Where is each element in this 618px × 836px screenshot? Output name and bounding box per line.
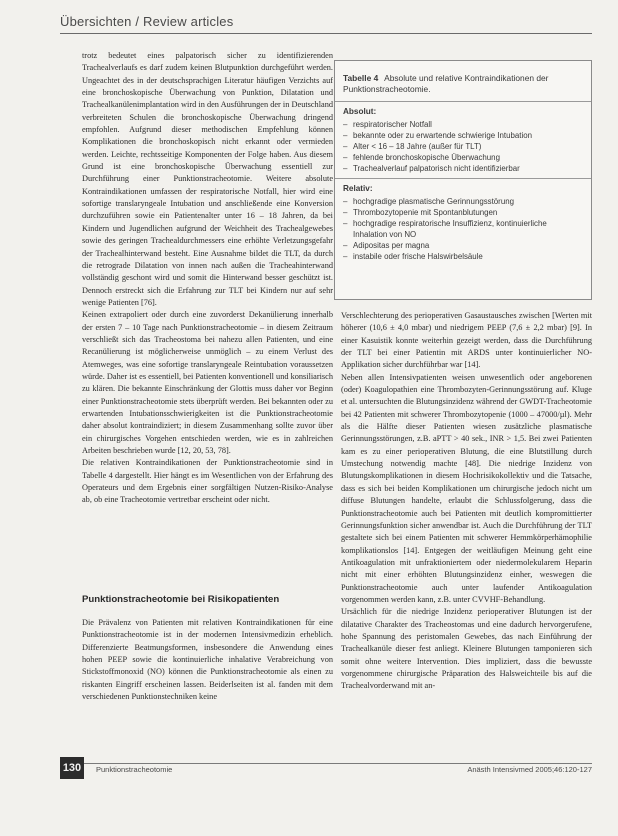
- list-item: – hochgradige plasmatische Gerinnungsstörung: [343, 197, 514, 206]
- absolute-list: [343, 119, 583, 174]
- list-item: – fehlende bronchoskopische Überwachung: [343, 153, 500, 162]
- table-caption: Absolute und relative Kontraindikationen der Punktionstracheotomie.: [343, 73, 549, 94]
- list-item: – Alter < 16 – 18 Jahre (außer für TLT): [343, 142, 482, 151]
- page-number: 130: [60, 757, 84, 779]
- table-title: [343, 73, 579, 95]
- list-item: – hochgradige respiratorische Insuffizienz, kontinuierliche Inhalation von NO: [343, 219, 547, 239]
- relative-label: Relativ:: [343, 184, 373, 193]
- list-item: – respiratorischer Notfall: [343, 120, 432, 129]
- footer-citation: Anästh Intensivmed 2005;46:120-127: [467, 765, 592, 774]
- paragraph: trotz bedeutet eines palpatorisch sicher zu identifizierenden Trachealverlaufs es darf zudem keinen Blutpunktion durchgeführt werden. Ungeachtet des in der deutschsprachigen Literatur häufigen Verzichts auf eine bronchoskopische Überwachung von Punktion, Dilatation und Trachealkanülenimplantation wird in den Ausführungen der in Deutschland verbreiteten Schulen die bronchoskopische Überwachung dringend empfohlen. Aufgrund dieser methodischen Empfehlung können Komplikationen die bronchoskopisch nicht erkannt oder vermieden werden. Leichte, rechtsseitige Komponenten der Folge haben. Aus diesem Grund ist eine bronchoskopische Überwachung essentiell zur Durchführung einer Punktionstracheotomie. Weitere absolute Kontraindikationen umfassen der respiratorische Notfall, hier wird eine sofortige translaryngeale Intubation und anschließende eine Konversion durchzuführen sowie ein Patientenalter unter 16 – 18 Jahren, da bei Kindern und Jugendlichen aufgrund der Weichheit des Trachealgewebes sowie des geringen Trachealdurchmessers eine erhöhte Verletzungsgefahr der Trachealhinterwand besteht. Eine Ausnahme bildet die TLT, da durch die retrograde Dilatation von innen nach außen die Tracheahinterwand vollständig geschont wird und somit die Hinterwand besser geschützt ist. Dennoch erstreckt sich die Erfahrung zur TLT bei Kindern nur auf sehr wenige Patienten [76].: [82, 51, 333, 307]
- table-rule: [335, 178, 591, 179]
- table-4-box: [334, 60, 592, 300]
- paragraph: Keinen extrapoliert oder durch eine zuvorderst Dekanülierung innerhalb der ersten 7 – 10 Tage nach Punktionstracheotomie – in diesem Zeitraum verschließt sich das Tracheostoma bei nahezu allen Patienten, und eine Recanülierung ist möglicherweise unmöglich – zu einem Verlust des Atemweges, was eine sofortige translaryngeale Reintubation voraussetzen würde. Daher ist es essentiell, bei Patienten konventionell und konsiliarisch zu klären. Die bekannte Einschränkung der Glottis muss daher vor Beginn einer Punktionstracheotomie stets überprüft werden. Bei bekannten oder zu erwartenden Intubationsschwierigkeiten ist die Punktionstracheotomie daher absolut kontraindiziert; in diesem Zusammenhang sollte zuvor über ein chirurgisches Vorgehen entschieden werden, wie es in zahlreichen Arbeiten beschrieben wurde [12, 20, 53, 78].: [82, 310, 333, 455]
- paragraph: Ursächlich für die niedrige Inzidenz perioperativer Blutungen ist der dilatative Charakter des Tracheostomas und eine dadurch hervorgerufene, hohe Spannung des peristomalen Gewebes, das nach Einführung der Trachealkanüle dieser fest anliegt. Kleinere Blutungen tamponieren sich somit ohne weitere Intervention. Dies impliziert, dass die bewusste vorgenommene chirurgische Präparation des Halsweichteile bis auf die Trachealvorderwand mit an-: [341, 607, 592, 691]
- section-label: Übersichten / Review articles: [60, 14, 234, 29]
- table-rule: [335, 101, 591, 102]
- paragraph: Neben allen Intensivpatienten weisen unwesentlich oder angeborenen (oder) Koagulopathien eine Thrombozyten-Gerinnungsstörung auf. Kluge et al. untersuchten die Blutungsinzidenz während der GWDT-Tracheotomie bei 42 Patienten mit schwerer Thrombozytopenie (1000 – 47000/µl). Mehr als die Hälfte dieser Patienten wiesen zusätzliche plasmatische Gerinnungsstörungen, z.B. aPTT > 40 sek., INR > 1,5. Bei zwei Patienten kam es zu einer perioperativen Blutung, die eine Blutstillung durch Umstechung notwendig machte [48]. Die niedrige Inzidenz von Blutungskomplikationen in diesem Hochrisikokollektiv und die Tatsache, dass es sich bei beiden Komplikationen um chirurgische jedoch nicht um diffuse Blutungen handelte, erlaubt die Schlussfolgerung, dass die Punktionstracheotomie auch bei Patienten mit deutlich kompromittierter Gerinnungsfunktion sicher anwendbar ist. Auch die Durchführung der TLT gestaltete sich bei einem Patienten mit schwerer Hemmkörperhämophilie komplikationslos [14]. Entgegen der weitläufigen Meinung geht eine Antikoagulation mit unfraktioniertem oder niedermolekularem Heparin nicht mit einer erhöhten Blutungsinzidenz einher, weswegen die Punktionstracheotomie auch unter laufender Antikoagulation vorgenommen werden kann, z.B. unter CVVHF-Behandlung.: [341, 372, 592, 604]
- list-item: – Adipositas per magna: [343, 241, 430, 250]
- header-rule: [60, 33, 592, 34]
- paragraph: Verschlechterung des perioperativen Gasaustausches zwischen [Werten mit höherer (10,6 ± 4,0 mbar) und niedrigem PEEP (7,6 ± 2,2 mbar) [9]. In einer Kasuistik konnte weiterhin gezeigt werden, dass die Durchführung der TLT bei einer Patientin mit ARDS unter kontinuierlicher NO-Applikation sicher durchführbar war [14].: [341, 311, 592, 370]
- left-column-top: [82, 50, 333, 507]
- list-item: – bekannte oder zu erwartende schwierige Intubation: [343, 131, 532, 140]
- paragraph: Die Prävalenz von Patienten mit relativen Kontraindikationen für eine Punktionstracheotomie ist in der modernen Intensivmedizin erheblich. Differenzierte Beatmungsformen, insbesondere die Anwendung eines hohen PEEP sowie die kontinuierliche inhalative Verabreichung von Stickstoffmonoxid (NO) können die Punktionstracheotomie als einen zu riskanten Eingriff erscheinen lassen. Beiderlseiten ist al. fanden mit dem verschiedenen Punktionstechniken keine: [82, 618, 333, 702]
- list-item: – instabile oder frische Halswirbelsäule: [343, 252, 483, 261]
- relative-list: [343, 196, 583, 262]
- section-heading: Punktionstracheotomie bei Risikopatienten: [82, 594, 280, 605]
- paragraph: Die relativen Kontraindikationen der Punktionstracheotomie sind in Tabelle 4 dargestellt. Hier hängt es im Wesentlichen von der Erfahrung des Operateurs und dem Ergebnis einer sorgfältigen Nutzen-Risiko-Analyse ab, ob eine Tracheotomie vertretbar erscheint oder nicht.: [82, 458, 333, 505]
- list-item: – Thrombozytopenie mit Spontanblutungen: [343, 208, 498, 217]
- footer-running-title: Punktionstracheotomie: [96, 765, 173, 774]
- left-column-bottom: [82, 617, 333, 703]
- absolute-label: Absolut:: [343, 107, 377, 116]
- list-item: – Trachealverlauf palpatorisch nicht identifizierbar: [343, 164, 520, 173]
- right-column: [341, 310, 592, 693]
- table-number: Tabelle 4: [343, 73, 379, 83]
